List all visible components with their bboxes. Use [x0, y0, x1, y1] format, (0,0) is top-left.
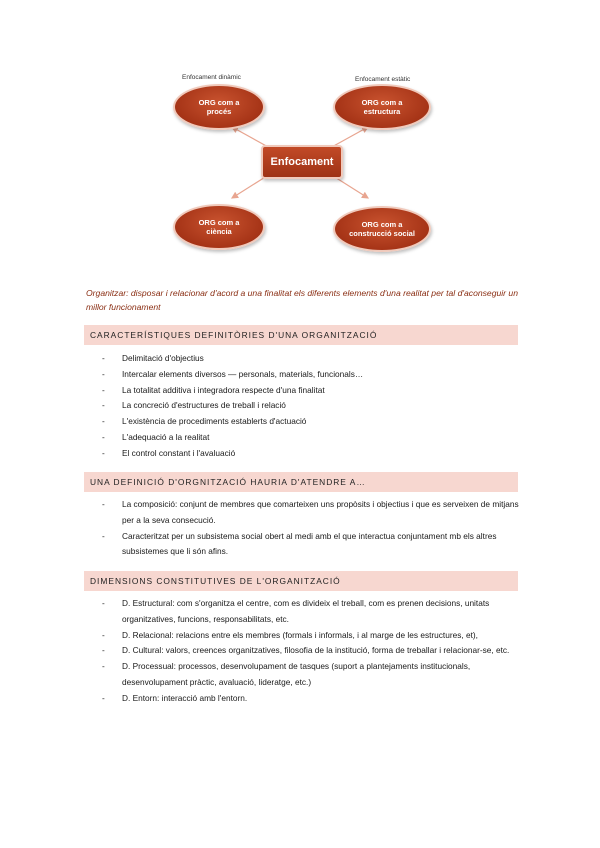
- section-header-caracteristiques: CARACTERÍSTIQUES DEFINITÒRIES D'UNA ORGANITZACIÓ: [84, 325, 518, 345]
- list-item: - D. Entorn: interacció amb l'entorn.: [100, 691, 520, 707]
- node-org-ciencia: ORG com a ciència: [173, 204, 265, 250]
- list-item: - L'existència de procediments establerts d'actuació: [100, 414, 520, 430]
- definition-text: Organitzar: disposar i relacionar d'acord a una finalitat els diferents elements d'una realitat per tal d'aconseguir un millor funcionament: [86, 288, 518, 312]
- list-item: - D. Relacional: relacions entre els membres (formals i informals, i al marge de les estructures, et),: [100, 628, 520, 644]
- list-item: - La totalitat additiva i integradora respecte d'una finalitat: [100, 383, 520, 399]
- list-definicio: [100, 497, 520, 560]
- list-item: - El control constant i l'avaluació: [100, 446, 520, 462]
- enfocament-diagram: [0, 0, 600, 270]
- node-enfocament: Enfocament: [261, 145, 343, 179]
- section-header-definicio: UNA DEFINICIÓ D'ORGNITZACIÓ HAURIA D'ATENDRE A…: [84, 472, 518, 492]
- list-item: - L'adequació a la realitat: [100, 430, 520, 446]
- node-org-proces: ORG com a procés: [173, 84, 265, 130]
- list-item: - D. Cultural: valors, creences organitzatives, filosofia de la institució, forma de treballar i relacionar-se, etc.: [100, 643, 520, 659]
- list-dimensions: [100, 596, 520, 707]
- label-enfocament-estatic: Enfocament estàtic: [355, 76, 411, 83]
- list-item: - D. Estructural: com s'organitza el centre, com es divideix el treball, com es prenen decisions, unitats organitzatives, funcions, responsabilitats, etc.: [100, 596, 520, 628]
- node-org-estructura: ORG com a estructura: [333, 84, 431, 130]
- list-caracteristiques: [100, 351, 520, 462]
- list-item: - La composició: conjunt de membres que comarteixen uns propòsits i objectius i que es serveixen de mitjans per a la seva consecució.: [100, 497, 520, 529]
- label-enfocament-dinamic: Enfocament dinàmic: [182, 74, 241, 81]
- diagram-arrows: [0, 0, 600, 270]
- list-item: - Intercalar elements diversos — personals, materials, funcionals…: [100, 367, 520, 383]
- list-item: - Delimitació d'objectius: [100, 351, 520, 367]
- list-item: - Caracteritzat per un subsistema social obert al medi amb el que interactua conjuntament mb els altres subsistemes que li són afins.: [100, 529, 520, 561]
- list-item: - La concreció d'estructures de treball i relació: [100, 398, 520, 414]
- list-item: - D. Processual: processos, desenvolupament de tasques (suport a plantejaments institucionals, desenvolupament pràctic, avaluació, lideratge, etc.): [100, 659, 520, 691]
- section-header-dimensions: DIMENSIONS CONSTITUTIVES DE L'ORGANITZACIÓ: [84, 571, 518, 591]
- node-org-construccio-social: ORG com a construcció social: [333, 206, 431, 252]
